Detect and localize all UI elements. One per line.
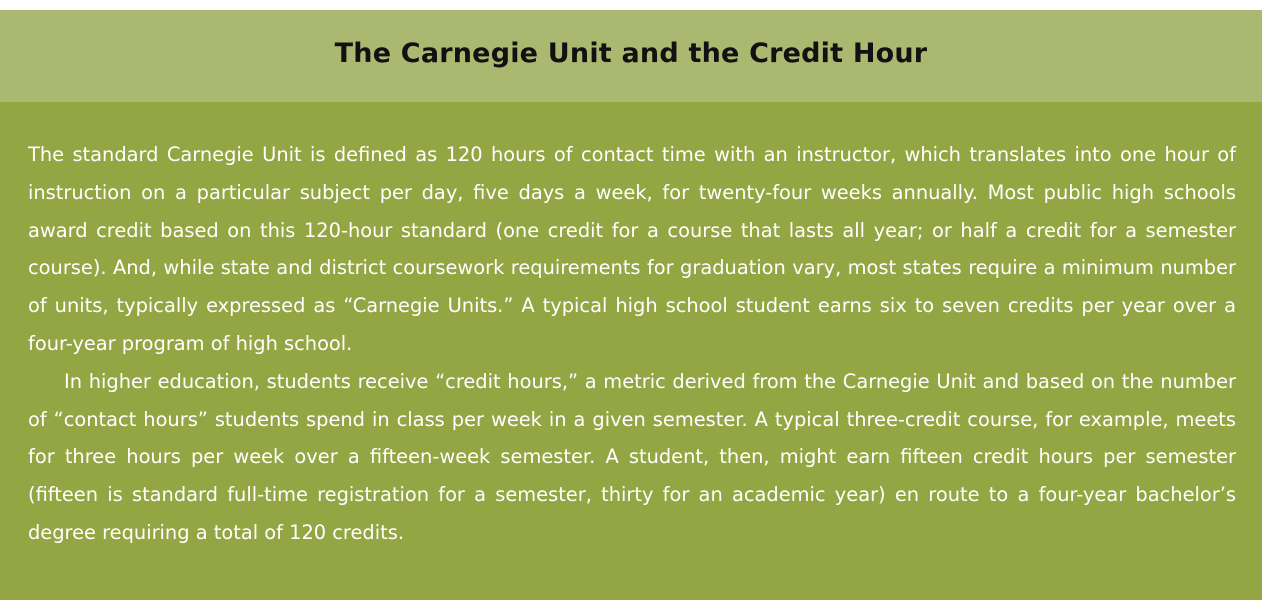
sidebar-header [0,10,1262,102]
paragraph-carnegie-unit: The standard Carnegie Unit is defined as 120 hours of contact time with an instructor, which translates into one hour of instruction on a particular subject per day, five days a week, for twenty-four weeks annually. Most public high schools award credit based on this 120-hour standard (one credit for a course that lasts all year; or half a credit for a semester course). And, while state and district coursework requirements for graduation vary, most states require a minimum number of units, typically expressed as “Carnegie Units.” A typical high school student earns six to seven credits per year over a four-year program of high school. [28,143,1236,355]
sidebar-title: The Carnegie Unit and the Credit Hour [334,37,928,69]
sidebar-box [0,10,1262,600]
sidebar-body [0,102,1262,552]
paragraph-credit-hour: In higher education, students receive “credit hours,” a metric derived from the Carnegie Unit and based on the number of “contact hours” students spend in class per week in a given semester. A typical three-credit course, for example, meets for three hours per week over a fifteen-week semester. A student, then, might earn fifteen credit hours per semester (fifteen is standard full-time registration for a semester, thirty for an academic year) en route to a four-year bachelor’s degree requiring a total of 120 credits. [28,369,1236,544]
